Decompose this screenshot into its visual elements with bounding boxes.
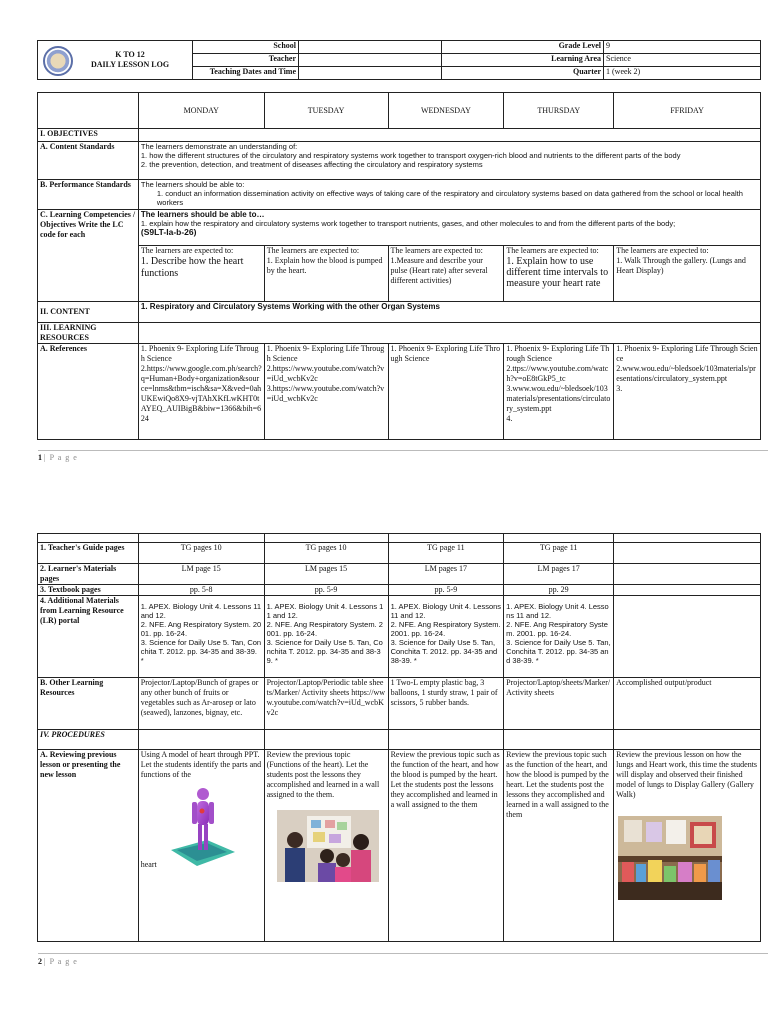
expected-text: 1. Describe how the heart functions — [140, 256, 244, 279]
day-friday: FFRIDAY — [614, 93, 761, 129]
lm-wednesday: LM pages 17 — [388, 564, 504, 585]
expected-text: 1. Explain how to use different time intervals to measure your heart rate — [506, 256, 609, 289]
quarter-label: Quarter — [442, 67, 604, 80]
grade-label: Grade Level — [442, 41, 604, 54]
content-standards-text: The learners demonstrate an understanding of: 1. how the different structures of the circulatory and respiratory systems work together to transport oxygen-rich blood and nutrients to the different parts of the body 2. the prevention, detection, and treatment of diseases affecting the circulatory and respiratory systems — [138, 142, 760, 180]
performance-lead: The learners should be able to: — [140, 180, 245, 189]
references-label: A. References — [38, 344, 139, 440]
expected-monday — [138, 246, 264, 302]
procedures-label: IV. PROCEDURES — [38, 730, 139, 750]
competencies-cell — [138, 210, 760, 246]
dates-value — [299, 67, 442, 80]
expected-text: 1. Explain how the blood is pumped by the heart. — [266, 256, 383, 275]
competencies-lead: The learners should be able to… — [140, 210, 265, 219]
objectives-blank — [138, 129, 760, 142]
heart-model-image — [167, 786, 237, 868]
day-tuesday: TUESDAY — [264, 93, 388, 129]
review-heart-word: heart — [140, 860, 157, 869]
review-wednesday: Review the previous topic such as the function of the heart, and how the blood is pumped by the heart. Let the students post the lessons they accomplished and learned in a wall assigned to the them — [388, 750, 504, 942]
tg-thursday: TG page 11 — [504, 543, 614, 564]
expected-lead: The learners are expected to: — [266, 246, 360, 255]
lesson-table-page2 — [37, 533, 761, 942]
additional-thursday: 1. APEX. Biology Unit 4. Lessons 11 and 12. 2. NFE. Ang Respiratory System. 2001. pp. 16-24. 3. Science for Daily Use 5. Tan, Conchita T. 2012. pp. 34-35 and 38-39. * — [504, 596, 614, 678]
lm-thursday: LM pages 17 — [504, 564, 614, 585]
blank-cell — [138, 534, 264, 543]
tg-wednesday: TG page 11 — [388, 543, 504, 564]
competencies-label: C. Learning Competencies / Objectives Write the LC code for each — [38, 210, 139, 302]
references-tuesday: 1. Phoenix 9- Exploring Life Through Science 2.https://www.youtube.com/watch?v=iUd_wcbKv2c 3.https://www.youtube.com/watch?v=iUd_wcbKv2c — [264, 344, 388, 440]
lm-monday: LM page 15 — [138, 564, 264, 585]
tg-label: 1. Teacher's Guide pages — [38, 543, 139, 564]
day-thursday: THURSDAY — [504, 93, 614, 129]
review-friday — [614, 750, 761, 942]
tg-tuesday: TG pages 10 — [264, 543, 388, 564]
blank-cell — [504, 534, 614, 543]
expected-text: 1.Measure and describe your pulse (Heart rate) after several different activities) — [390, 256, 488, 285]
school-value — [299, 41, 442, 54]
lm-tuesday: LM pages 15 — [264, 564, 388, 585]
competencies-text: 1. explain how the respiratory and circulatory systems work together to transport nutrients, gases, and other molecules to and from the different parts of the body; — [140, 219, 676, 228]
other-wednesday: 1 Two-L empty plastic bag, 3 balloons, 1 sturdy straw, 1 pair of scissors, 5 rubber bands. — [388, 678, 504, 730]
quarter-value: 1 (week 2) — [604, 67, 761, 80]
expected-lead: The learners are expected to: — [506, 246, 599, 255]
expected-text: 1. Walk Through the gallery. (Lungs and Heart Display) — [616, 256, 746, 275]
lm-label: 2. Learner's Materials pages — [38, 564, 139, 585]
review-text: Review the previous lesson on how the lungs and Heart work, this time the students will display and observed their finished model of lungs to Display Gallery (Gallery Walk) — [616, 750, 758, 799]
page-label: | P a g e — [44, 453, 78, 462]
objectives-label: I. OBJECTIVES — [38, 129, 139, 142]
tg-monday: TG pages 10 — [138, 543, 264, 564]
textbook-label: 3. Textbook pages — [38, 585, 139, 596]
other-friday: Accomplished output/product — [614, 678, 761, 730]
review-label: A. Reviewing previous lesson or presenting the new lesson — [38, 750, 139, 942]
blank-cell — [388, 730, 504, 750]
dates-label: Teaching Dates and Time — [193, 67, 299, 80]
textbook-wednesday: pp. 5-9 — [388, 585, 504, 596]
textbook-tuesday: pp. 5-9 — [264, 585, 388, 596]
textbook-friday — [614, 585, 761, 596]
header-title — [38, 41, 193, 80]
area-label: Learning Area — [442, 54, 604, 67]
review-text: Review the previous topic (Functions of the heart). Let the students post the lessons they accomplished and learned in a wall assigned to the them. — [266, 750, 380, 799]
lesson-table-page1 — [37, 92, 761, 440]
expected-lead: The learners are expected to: — [140, 246, 234, 255]
resources-blank — [138, 323, 760, 344]
additional-friday — [614, 596, 761, 678]
textbook-thursday: pp. 29 — [504, 585, 614, 596]
blank-cell — [614, 730, 761, 750]
additional-monday: 1. APEX. Biology Unit 4. Lessons 11 and 12. 2. NFE. Ang Respiratory System. 2001. pp. 16-24. 3. Science for Daily Use 5. Tan, Conchita T. 2012. pp. 34-35 and 38-39. * — [138, 596, 264, 678]
references-thursday: 1. Phoenix 9- Exploring Life Through Science 2.ttps://www.youtube.com/watch?v=oE8tGkP5_tc 3.www.wou.edu/~bledsoek/103materials/presentations/circulatory_system.ppt 4. — [504, 344, 614, 440]
references-friday: 1. Phoenix 9- Exploring Life Through Science 2.www.wou.edu/~bledsoek/103materials/presentations/circulatory_system.ppt 3. — [614, 344, 761, 440]
references-monday: 1. Phoenix 9- Exploring Life Through Science 2.https://www.google.com.ph/search?q=Human+Body+organization&source=lnms&tbm=isch&sa=X&ved=0ahUKEwiQo8X9-vjTAhXKfLwKHT0tAYEQ_AUIBigB&biw=1366&bih=624 — [138, 344, 264, 440]
header-title-line2: DAILY LESSON LOG — [90, 60, 170, 69]
content-label: II. CONTENT — [38, 302, 139, 323]
gallery-display-photo — [618, 816, 722, 900]
content-standards-label: A. Content Standards — [38, 142, 139, 180]
blank-cell — [38, 534, 139, 543]
review-text: Using A model of heart through PPT. Let the students identify the parts and functions of the — [140, 750, 262, 779]
school-label: School — [193, 41, 299, 54]
additional-wednesday: 1. APEX. Biology Unit 4. Lessons 11 and 12. 2. NFE. Ang Respiratory System. 2001. pp. 16-24. 3. Science for Daily Use 5. Tan, Conchita T. 2012. pp. 34-35 and 38-39. * — [388, 596, 504, 678]
expected-wednesday — [388, 246, 504, 302]
header-title-line1: K TO 12 — [115, 50, 145, 59]
students-wall-photo — [277, 810, 379, 882]
references-wednesday: 1. Phoenix 9- Exploring Life Through Science — [388, 344, 504, 440]
teacher-label: Teacher — [193, 54, 299, 67]
competencies-code: (S9LT-Ia-b-26) — [140, 227, 197, 237]
content-text: 1. Respiratory and Circulatory Systems Working with the other Organ Systems — [138, 302, 760, 323]
blank-cell — [264, 730, 388, 750]
additional-tuesday: 1. APEX. Biology Unit 4. Lessons 11 and 12. 2. NFE. Ang Respiratory System. 2001. pp. 16-24. 3. Science for Daily Use 5. Tan, Conchita T. 2012. pp. 34-35 and 38-39. * — [264, 596, 388, 678]
other-monday: Projector/Laptop/Bunch of grapes or any other bunch of fruits or vegetables such as Ar-arosep or lato (seawed), lanzones, bignay, etc. — [138, 678, 264, 730]
performance-standards-cell — [138, 180, 760, 210]
performance-standards-label: B. Performance Standards — [38, 180, 139, 210]
expected-tuesday — [264, 246, 388, 302]
blank-corner — [38, 93, 139, 129]
performance-text: 1. conduct an information dissemination activity on effective ways of taking care of the respiratory and circulatory systems based on data gathered from the school or local health workers — [156, 189, 743, 207]
textbook-monday: pp. 5-8 — [138, 585, 264, 596]
expected-friday — [614, 246, 761, 302]
resources-label: III. LEARNING RESOURCES — [38, 323, 139, 344]
expected-lead: The learners are expected to: — [390, 246, 483, 255]
blank-cell — [388, 534, 504, 543]
blank-cell — [614, 534, 761, 543]
tg-friday — [614, 543, 761, 564]
page-label: | P a g e — [44, 957, 78, 966]
page-number: 1 — [38, 453, 42, 462]
day-monday: MONDAY — [138, 93, 264, 129]
lm-friday — [614, 564, 761, 585]
page-footer-1 — [38, 450, 768, 462]
header-table — [37, 40, 761, 80]
expected-thursday — [504, 246, 614, 302]
blank-cell — [264, 534, 388, 543]
page-number: 2 — [38, 957, 42, 966]
page-footer-2 — [38, 953, 768, 966]
review-monday — [138, 750, 264, 942]
other-resources-label: B. Other Learning Resources — [38, 678, 139, 730]
area-value: Science — [604, 54, 761, 67]
review-tuesday — [264, 750, 388, 942]
teacher-value — [299, 54, 442, 67]
day-wednesday: WEDNESDAY — [388, 93, 504, 129]
blank-cell — [138, 730, 264, 750]
additional-label: 4. Additional Materials from Learning Resource (LR) portal — [38, 596, 139, 678]
other-tuesday: Projector/Laptop/Periodic table sheets/Marker/ Activity sheets https://www.youtube.com/watch?v=iUd_wcbKv2c — [264, 678, 388, 730]
other-thursday: Projector/Laptop/sheets/Marker/ Activity sheets — [504, 678, 614, 730]
grade-value: 9 — [604, 41, 761, 54]
blank-cell — [504, 730, 614, 750]
review-thursday: Review the previous topic such as the function of the heart, and how the blood is pumped by the heart. Let the students post the lessons they accomplished and learned in a wall assigned to the them — [504, 750, 614, 942]
expected-lead: The learners are expected to: — [616, 246, 709, 255]
